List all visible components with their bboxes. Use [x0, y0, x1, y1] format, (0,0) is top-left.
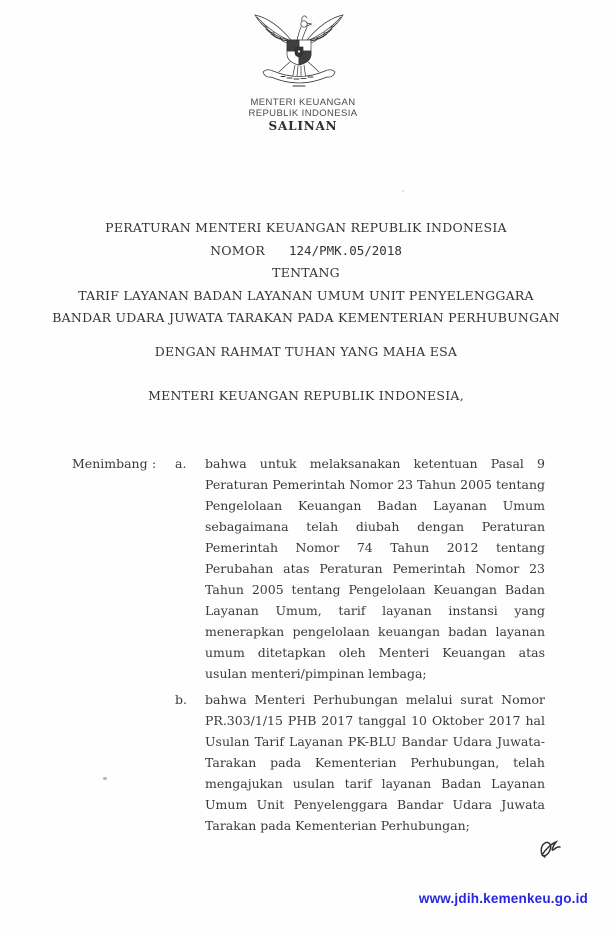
regulation-subject-line2: BANDAR UDARA JUWATA TARAKAN PADA KEMENTERIAN PERHUBUNGAN: [52, 310, 560, 326]
ministry-name-line2: REPUBLIK INDONESIA: [248, 108, 358, 119]
nomor-label: NOMOR: [210, 242, 265, 258]
regulation-title-block: [0, 217, 612, 330]
tentang-label: TENTANG: [272, 265, 340, 281]
consideration-text-b: bahwa Menteri Perhubungan melalui surat Nomor PR.303/1/15 PHB 2017 tanggal 10 Oktober 2017 hal Usulan Tarif Layanan PK-BLU Bandar Udara Juwata-Tarakan pada Kementerian Perhubungan, telah mengajukan usulan tarif layanan Badan Layanan Umum Unit Penyelenggara Bandar Udara Juwata Tarakan pada Kementerian Perhubungan;: [205, 692, 545, 833]
ministry-name-line1: MENTERI KEUANGAN: [250, 97, 356, 108]
regulation-number-line: [0, 240, 612, 263]
considerations-separator: :: [152, 456, 157, 471]
scan-speck: [103, 777, 107, 780]
considerations-list: [175, 453, 545, 836]
copy-label: SALINAN: [268, 119, 338, 133]
consideration-marker-a: a.: [175, 456, 187, 471]
consideration-marker-b: b.: [175, 692, 187, 707]
garuda-pancasila-emblem: [251, 10, 347, 90]
nomor-value: 124/PMK.05/2018: [289, 242, 402, 258]
considerations-label: Menimbang: [72, 456, 148, 471]
handwritten-initials-mark: [537, 839, 567, 865]
regulation-title-line1: PERATURAN MENTERI KEUANGAN REPUBLIK INDONESIA: [105, 220, 507, 235]
considerations-section: [72, 453, 545, 836]
consideration-item-b: [175, 689, 545, 836]
issuing-authority-line: MENTERI KEUANGAN REPUBLIK INDONESIA,: [148, 388, 464, 403]
scan-speck: [402, 190, 404, 192]
jdih-website-watermark: www.jdih.kemenkeu.go.id: [418, 891, 588, 906]
regulation-subject-line1: TARIF LAYANAN BADAN LAYANAN UMUM UNIT PENYELENGGARA: [78, 287, 534, 303]
consideration-item-a: [175, 453, 545, 684]
invocation-line: DENGAN RAHMAT TUHAN YANG MAHA ESA: [154, 344, 458, 359]
consideration-text-a: bahwa untuk melaksanakan ketentuan Pasal 9 Peraturan Pemerintah Nomor 23 Tahun 2005 tentang Pengelolaan Keuangan Badan Layanan Umum sebagaimana telah diubah dengan Peraturan Pemerintah Nomor 74 Tahun 2012 tentang Perubahan atas Peraturan Pemerintah Nomor 23 Tahun 2005 tentang Pengelolaan Keuangan Badan Layanan Umum, tarif layanan instansi yang menerapkan pengelolaan keuangan badan layanan umum ditetapkan oleh Menteri Keuangan atas usulan menteri/pimpinan lembaga;: [205, 456, 545, 681]
